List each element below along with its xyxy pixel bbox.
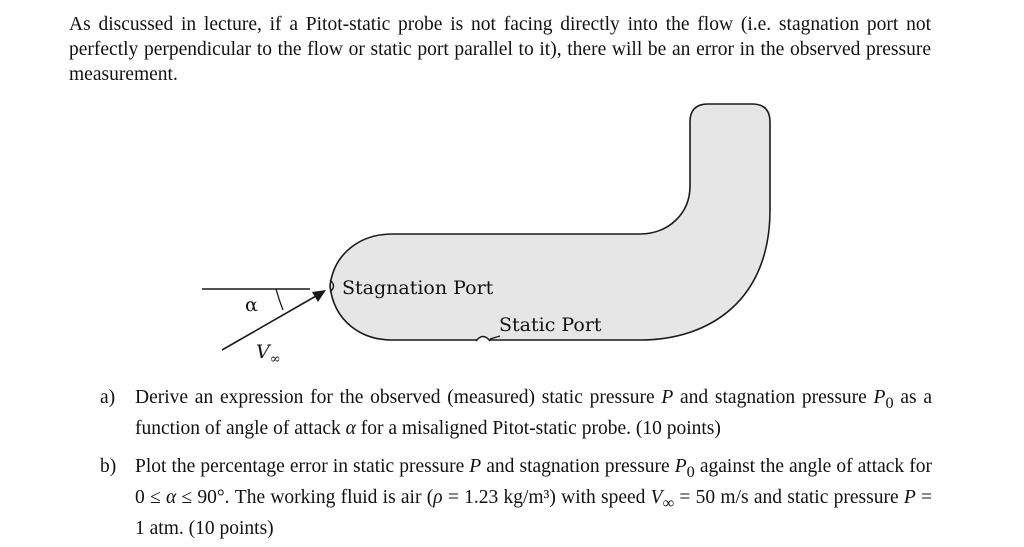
alpha-angle-arc: [276, 289, 283, 310]
probe-body: [330, 104, 770, 340]
question-b: [100, 454, 932, 542]
velocity-arrow-head: [312, 290, 326, 302]
question-a: [100, 385, 932, 442]
alpha-label: α: [245, 294, 258, 316]
v-infinity-label: $V_\infty$: [256, 341, 281, 367]
question-a-text: Derive an expression for the observed (measured) static pressure P and stagnation pressure $P_0$ as a function of angle of attack α for a misaligned Pitot-static probe. (10 points): [135, 387, 932, 439]
question-a-label: a): [100, 387, 116, 408]
question-b-text: Plot the percentage error in static pressure P and stagnation pressure $P_0$ against the angle of attack for 0 ≤ α ≤ 90°. The working fluid is air (ρ = 1.23 kg/m³) with speed $V_\infty = 50$ m/s and static pressure P = 1 atm. (10 points): [135, 456, 933, 539]
static-port-label: Static Port: [499, 314, 602, 336]
stagnation-port-label: Stagnation Port: [342, 277, 494, 299]
intro-paragraph: As discussed in lecture, if a Pitot-static probe is not facing directly into the flow (i.e. stagnation port not perfectly perpendicular to the flow or static port parallel to it), there will be an error in the observed pressure measurement.: [69, 14, 931, 85]
question-b-label: b): [100, 456, 117, 477]
